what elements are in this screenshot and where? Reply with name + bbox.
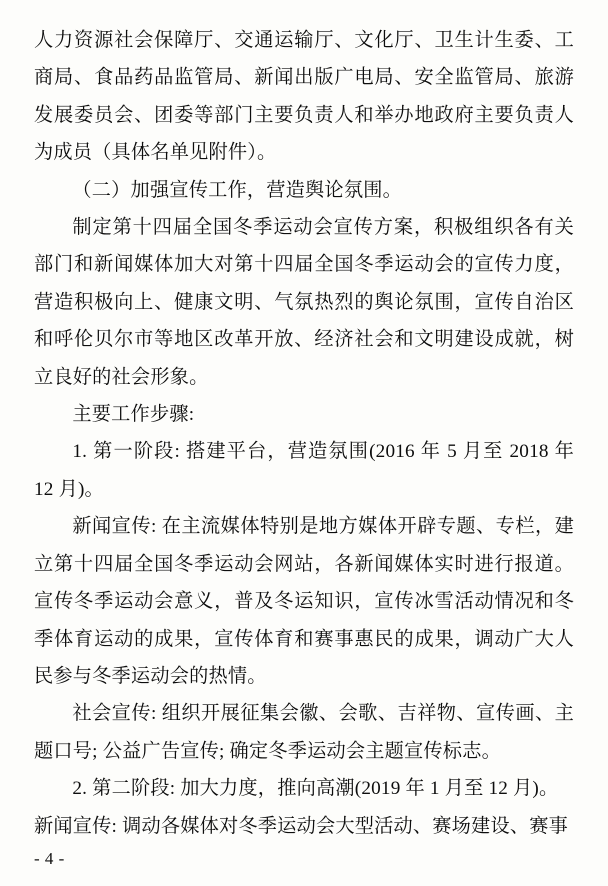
paragraph-news-publicity-stage-one: 新闻宣传: 在主流媒体特别是地方媒体开辟专题、专栏，建立第十四届全国冬季运动会网站，各新闻媒体实时进行报道。宣传冬季运动会意义，普及冬运知识，宣传冰雪活动情况和冬季体育运动的成果，宣传体育和赛事惠民的成果，调动广大人民参与冬季运动会的热情。 (34, 516, 574, 687)
paragraph-news-publicity-stage-two: 新闻宣传: 调动各媒体对冬季运动会大型活动、赛场建设、赛事 (34, 815, 568, 837)
page-number: - 4 - (34, 849, 65, 868)
paragraph-publicity-plan: 制定第十四届全国冬季运动会宣传方案，积极组织各有关部门和新闻媒体加大对第十四届全国冬季运动会的宣传力度，营造积极向上、健康文明、气氛热烈的舆论氛围，宣传自治区和呼伦贝尔市等地区改革开放、经济社会和文明建设成就，树立良好的社会形象。 (34, 217, 574, 388)
paragraph-stage-two: 2. 第二阶段: 加大力度，推向高潮(2019 年 1 月至 12 月)。 (72, 778, 559, 800)
document-body (34, 22, 574, 845)
paragraph-social-publicity: 社会宣传: 组织开展征集会徽、会歌、吉祥物、宣传画、主题口号; 公益广告宣传; 确定冬季运动会主题宣传标志。 (34, 703, 574, 762)
paragraph-section-heading: （二）加强宣传工作，营造舆论氛围。 (72, 179, 402, 201)
paragraph-main-steps-label: 主要工作步骤: (72, 404, 195, 426)
paragraph-continuation-top: 人力资源社会保障厅、交通运输厅、文化厅、卫生计生委、工商局、食品药品监管局、新闻出版广电局、安全监管局、旅游发展委员会、团委等部门主要负责人和举办地政府主要负责人为成员（具体名单见附件）。 (34, 30, 574, 164)
paragraph-stage-one: 1. 第一阶段: 搭建平台，营造氛围(2016 年 5 月至 2018 年 12 月)。 (34, 441, 574, 500)
